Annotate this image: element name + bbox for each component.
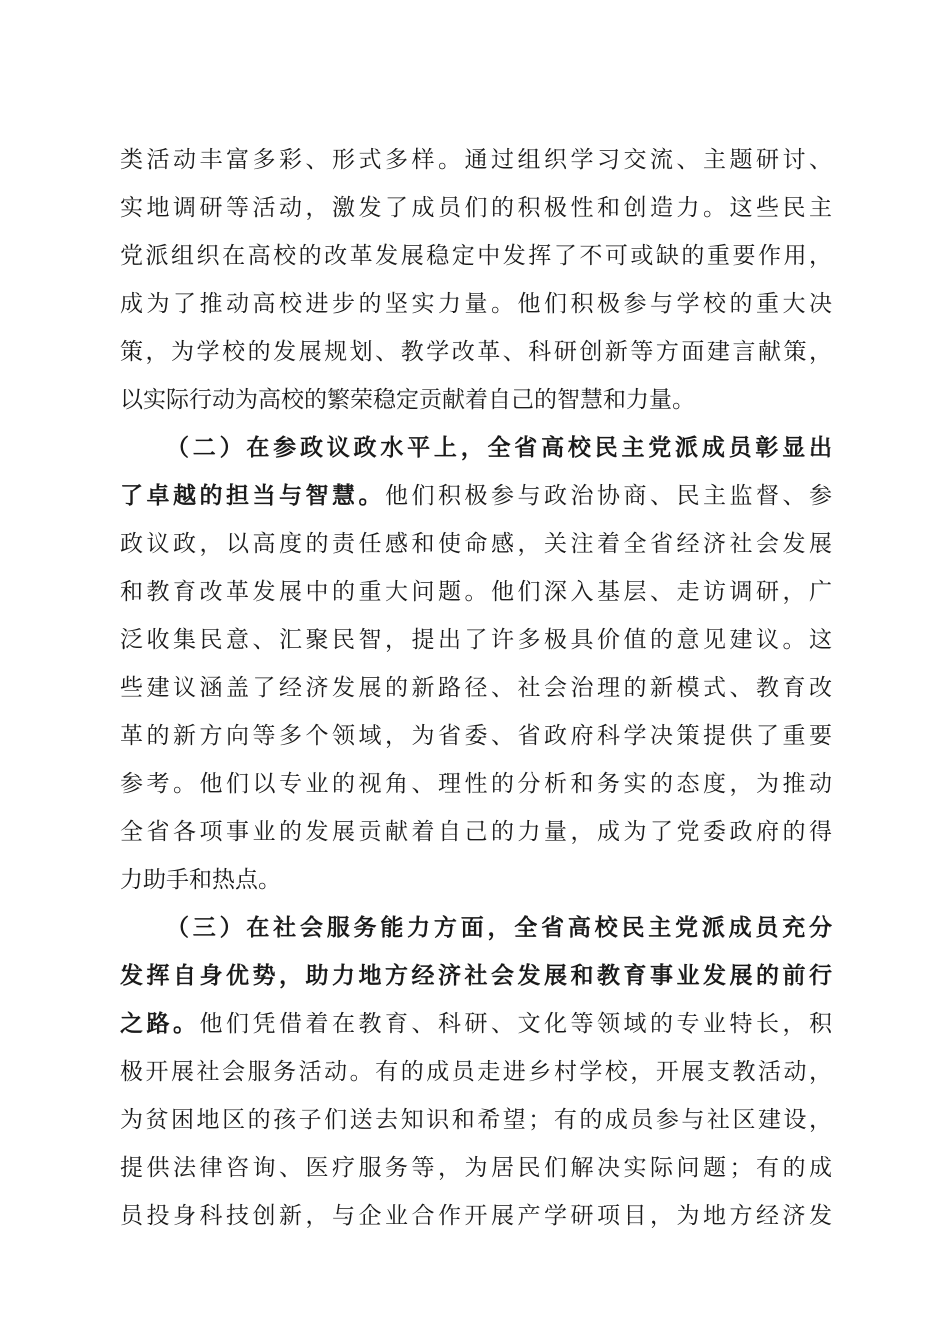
text-line: 政议政，以高度的责任感和使命感，关注着全省经济社会发展: [120, 531, 832, 557]
text-line: 策，为学校的发展规划、教学改革、科研创新等方面建言献策，: [120, 339, 832, 365]
section-heading-2: （二）在参政议政水平上，全省高校民主党派成员彰显出: [166, 434, 832, 461]
text-line: 提供法律咨询、医疗服务等，为居民们解决实际问题；有的成: [120, 1155, 832, 1181]
body-text: [120, 136, 832, 1240]
text-line: 党派组织在高校的改革发展稳定中发挥了不可或缺的重要作用，: [120, 243, 832, 269]
paragraph-3: [120, 904, 832, 1240]
paragraph-2: [120, 424, 832, 904]
text-line: 泛收集民意、汇聚民智，提出了许多极具价值的意见建议。这: [120, 627, 832, 653]
text-span: 他们凭借着在教育、科研、文化等领域的专业特长，积: [199, 1011, 832, 1037]
text-line: 员投身科技创新，与企业合作开展产学研项目，为地方经济发: [120, 1203, 832, 1229]
text-line: 成为了推动高校进步的坚实力量。他们积极参与学校的重大决: [120, 291, 832, 317]
text-line: 和教育改革发展中的重大问题。他们深入基层、走访调研，广: [120, 579, 832, 605]
section-heading-2-tail: 了卓越的担当与智慧。: [120, 482, 385, 509]
text-line: 为贫困地区的孩子们送去知识和希望；有的成员参与社区建设，: [120, 1107, 832, 1133]
text-line: 些建议涵盖了经济发展的新路径、社会治理的新模式、教育改: [120, 675, 832, 701]
text-line: 力助手和热点。: [120, 867, 281, 893]
text-line: [120, 1000, 832, 1048]
paragraph-1: [120, 136, 832, 424]
text-line: 参考。他们以专业的视角、理性的分析和务实的态度，为推动: [120, 771, 832, 797]
section-heading-3: （三）在社会服务能力方面，全省高校民主党派成员充分: [166, 914, 832, 941]
text-line: [120, 472, 832, 520]
section-heading-3-line-2: 发挥自身优势，助力地方经济社会发展和教育事业发展的前行: [120, 962, 832, 989]
section-heading-3-tail: 之路。: [120, 1010, 200, 1037]
text-line: 革的新方向等多个领域，为省委、省政府科学决策提供了重要: [120, 723, 832, 749]
text-span: 他们积极参与政治协商、民主监督、参: [385, 483, 832, 509]
text-line: 极开展社会服务活动。有的成员走进乡村学校，开展支教活动，: [120, 1059, 832, 1085]
text-line: 实地调研等活动，激发了成员们的积极性和创造力。这些民主: [120, 195, 832, 221]
text-line: 以实际行动为高校的繁荣稳定贡献着自己的智慧和力量。: [120, 387, 695, 413]
text-line: 类活动丰富多彩、形式多样。通过组织学习交流、主题研讨、: [120, 147, 832, 173]
text-line: 全省各项事业的发展贡献着自己的力量，成为了党委政府的得: [120, 819, 832, 845]
